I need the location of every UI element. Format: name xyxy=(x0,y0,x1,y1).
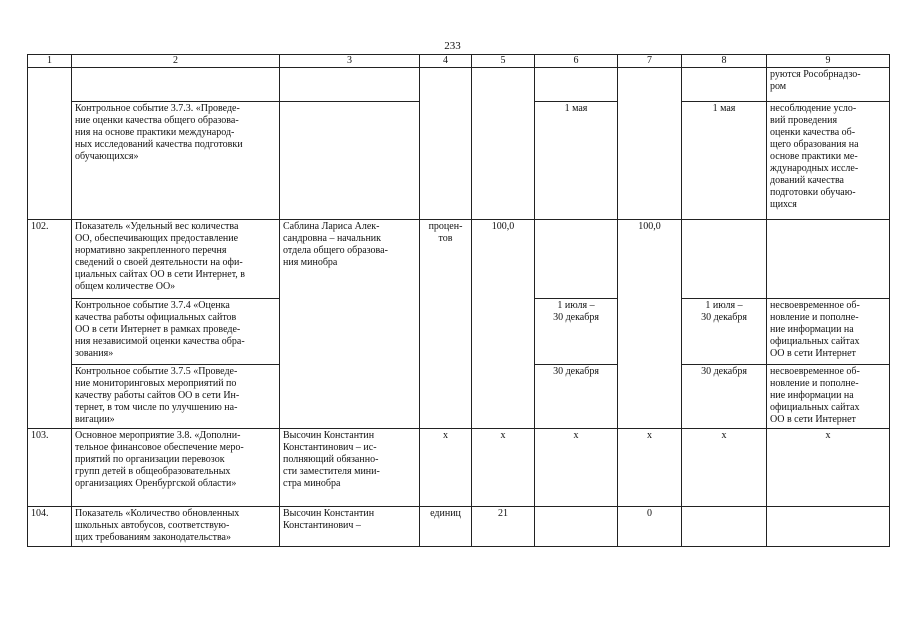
cell-value-5: х xyxy=(472,429,535,507)
cell-value-7: 100,0 xyxy=(618,220,682,429)
cell-risk xyxy=(767,220,890,299)
cell-value-5: 21 xyxy=(472,507,535,547)
cell-date-8: 30 декабря xyxy=(682,365,767,429)
cell-date-8 xyxy=(682,220,767,299)
cell-number xyxy=(28,68,72,220)
cell-risk xyxy=(767,507,890,547)
header-cell-9: 9 xyxy=(767,55,890,68)
cell-description: Основное мероприятие 3.8. «Дополни- тельное финансовое обеспечение меро- приятий по организации перевозок групп детей в общеобразовательных организациях Оренбургской области» xyxy=(72,429,280,507)
cell-responsible xyxy=(280,102,420,220)
cell-value-7 xyxy=(618,68,682,220)
cell-date-8: х xyxy=(682,429,767,507)
cell-date-6: х xyxy=(535,429,618,507)
page-number: 233 xyxy=(444,40,461,52)
cell-value-7: х xyxy=(618,429,682,507)
header-cell-4: 4 xyxy=(420,55,472,68)
cell-date-6 xyxy=(535,220,618,299)
cell-date-8: 1 июля – 30 декабря xyxy=(682,299,767,365)
cell-risk: х xyxy=(767,429,890,507)
cell-description: Контрольное событие 3.7.4 «Оценка качества работы официальных сайтов ОО в сети Интернет в рамках проведе- ния независимой оценки качества обра- зования» xyxy=(72,299,280,365)
header-cell-3: 3 xyxy=(280,55,420,68)
cell-number: 103. xyxy=(28,429,72,507)
cell-responsible: Высочин Константин Константинович – xyxy=(280,507,420,547)
header-cell-2: 2 xyxy=(72,55,280,68)
header-cell-8: 8 xyxy=(682,55,767,68)
header-cell-5: 5 xyxy=(472,55,535,68)
cell-date-8 xyxy=(682,68,767,102)
cell-description: Показатель «Количество обновленных школьных автобусов, соответствую- щих требованиям законодательства» xyxy=(72,507,280,547)
plan-table xyxy=(27,54,890,547)
cell-responsible: Саблина Лариса Алек- сандровна – начальник отдела общего образова- ния минобра xyxy=(280,220,420,429)
cell-risk: руются Рособрнадзо- ром xyxy=(767,68,890,102)
cell-unit xyxy=(420,68,472,220)
cell-date-6 xyxy=(535,68,618,102)
cell-description: Контрольное событие 3.7.3. «Проведе- ние оценки качества общего образова- ния на основе практики международ- ных исследований качества подготовки обучающихся» xyxy=(72,102,280,220)
header-cell-7: 7 xyxy=(618,55,682,68)
cell-date-6 xyxy=(535,507,618,547)
cell-number: 102. xyxy=(28,220,72,429)
cell-date-6: 1 июля – 30 декабря xyxy=(535,299,618,365)
cell-number: 104. xyxy=(28,507,72,547)
cell-description: Контрольное событие 3.7.5 «Проведе- ние мониторинговых мероприятий по качеству работы сайтов ОО в сети Ин- тернет, в том числе по улучшению на- вигации» xyxy=(72,365,280,429)
table-row xyxy=(28,68,890,102)
cell-risk: несвоевременное об- новление и пополне- ние информации на официальных сайтах ОО в сети Интернет xyxy=(767,299,890,365)
cell-value-5 xyxy=(472,68,535,220)
cell-responsible: Высочин Константин Константинович – ис- полняющий обязанно- сти заместителя мини- стра минобра xyxy=(280,429,420,507)
header-row xyxy=(28,55,890,68)
cell-date-6: 30 декабря xyxy=(535,365,618,429)
cell-value-7: 0 xyxy=(618,507,682,547)
cell-description: Показатель «Удельный вес количества ОО, обеспечивающих предоставление нормативно закрепленного перечня сведений о своей деятельности на офи- циальных сайтах ОО в сети Интернет, в общем количестве ОО» xyxy=(72,220,280,299)
cell-risk: несвоевременное об- новление и пополне- ние информации на официальных сайтах ОО в сети Интернет xyxy=(767,365,890,429)
cell-date-8: 1 мая xyxy=(682,102,767,220)
cell-unit: единиц xyxy=(420,507,472,547)
cell-description xyxy=(72,68,280,102)
cell-risk: несоблюдение усло- вий проведения оценки качества об- щего образования на основе практики ме- ждународных иссле- дований качества подготовки обучаю- щихся xyxy=(767,102,890,220)
header-cell-1: 1 xyxy=(28,55,72,68)
table-row xyxy=(28,220,890,299)
cell-unit: процен- тов xyxy=(420,220,472,429)
cell-date-8 xyxy=(682,507,767,547)
table-row xyxy=(28,429,890,507)
table-row xyxy=(28,507,890,547)
cell-responsible xyxy=(280,68,420,102)
header-cell-6: 6 xyxy=(535,55,618,68)
cell-value-5: 100,0 xyxy=(472,220,535,429)
cell-date-6: 1 мая xyxy=(535,102,618,220)
cell-unit: х xyxy=(420,429,472,507)
